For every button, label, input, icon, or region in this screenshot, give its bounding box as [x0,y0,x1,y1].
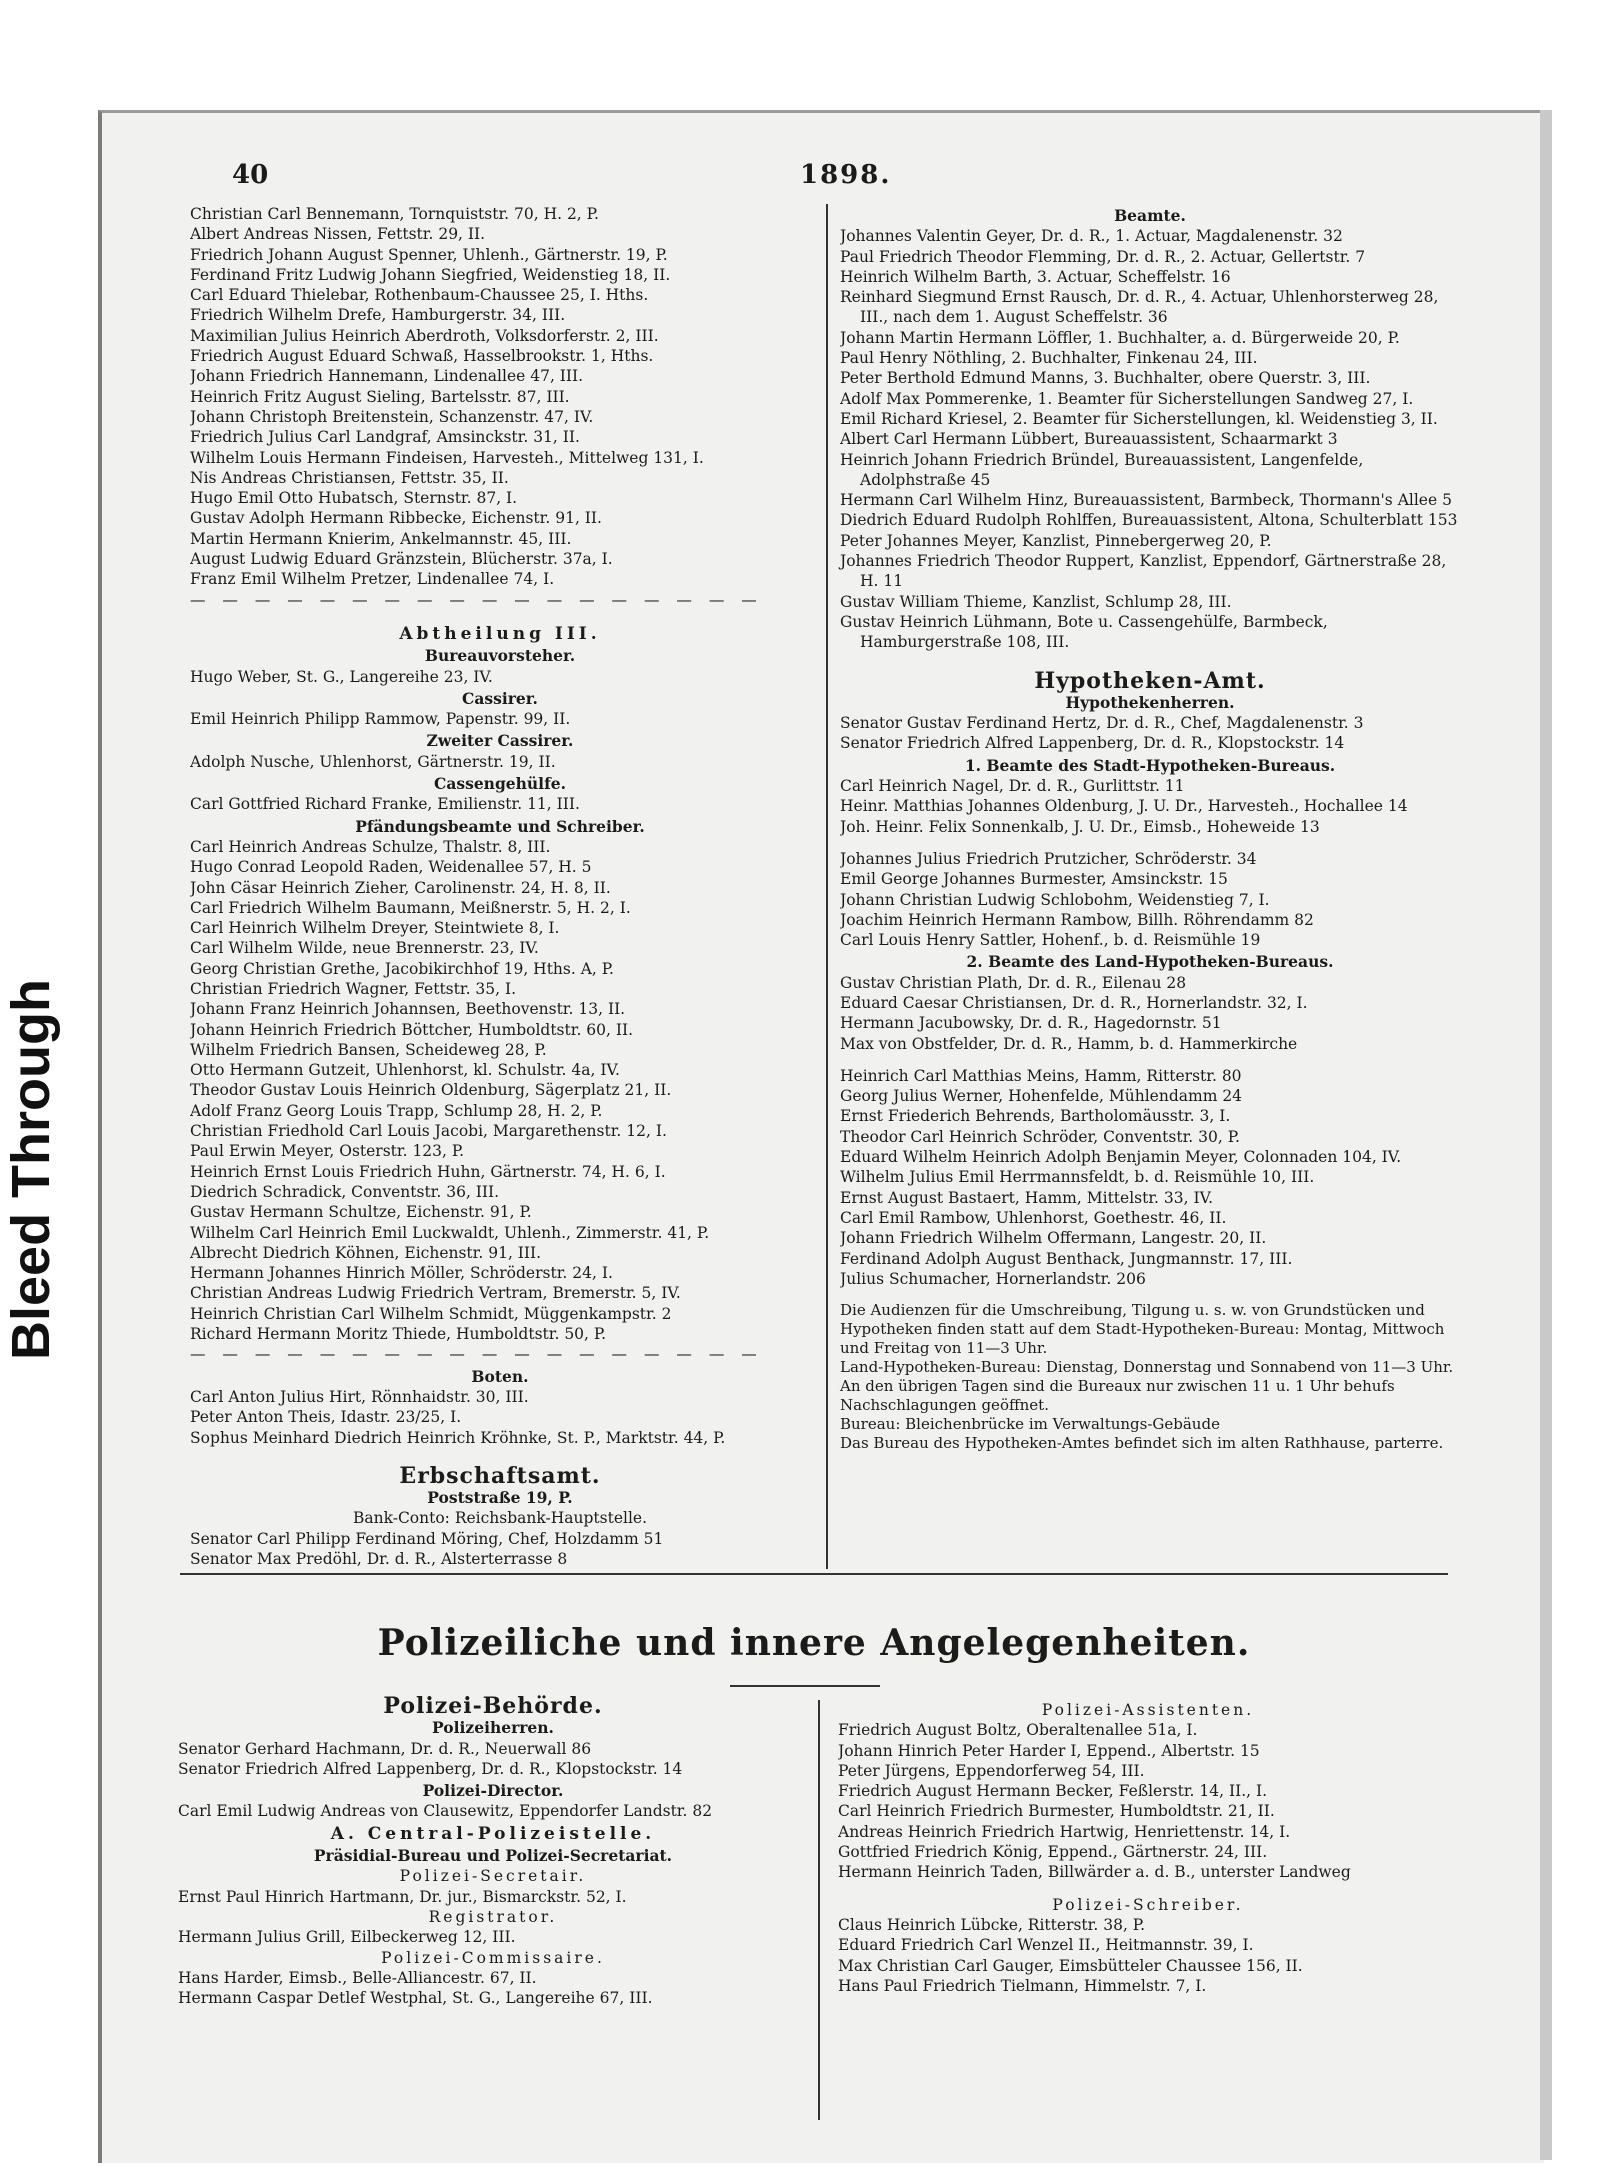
section-title: Erbschaftsamt. [399,1462,601,1489]
list-item: Franz Emil Wilhelm Pretzer, Lindenallee 74, I. [190,570,555,589]
section-title: Polizei-Behörde. [383,1693,603,1719]
list-item: Theodor Carl Heinrich Schröder, Conventstr. 30, P. [840,1127,1240,1146]
list-item: Carl Friedrich Wilhelm Baumann, Meißnerstr. 5, H. 2, I. [190,898,631,917]
list-item: Ernst August Bastaert, Hamm, Mittelstr. 33, IV. [840,1188,1214,1207]
list-item: Hermann Heinrich Taden, Billwärder a. d. B., unterster Landweg [838,1863,1351,1882]
list-item: Nis Andreas Christiansen, Fettstr. 35, II. [190,468,509,487]
list-item: Johann Heinrich Friedrich Böttcher, Humboldtstr. 60, II. [190,1020,634,1039]
list-item: Albert Carl Hermann Lübbert, Bureauassistent, Schaarmarkt 3 [840,430,1338,449]
list-item: Hermann Carl Wilhelm Hinz, Bureauassistent, Barmbeck, Thormann's Allee 5 [840,491,1452,510]
section-rule [180,1573,1448,1575]
list-item: Joh. Heinr. Felix Sonnenkalb, J. U. Dr., Eimsb., Hoheweide 13 [840,817,1320,836]
page-edge [1540,110,1552,2160]
list-item: Johann Christian Ludwig Schlobohm, Weidenstieg 7, I. [840,890,1270,909]
list-item: Reinhard Siegmund Ernst Rausch, Dr. d. R., 4. Actuar, Uhlenhorsterweg 28, III., nach dem 1. August Scheffelstr. 36 [840,288,1439,327]
list-item: Gustav Christian Plath, Dr. d. R., Eilenau 28 [840,973,1187,992]
list-item: August Ludwig Eduard Gränzstein, Blücherstr. 37a, I. [190,550,613,569]
subsection-heading: Boten. [471,1366,529,1386]
list-item: Friedrich Julius Carl Landgraf, Amsinckstr. 31, II. [190,428,580,447]
list-item: Friedrich August Eduard Schwaß, Hasselbrookstr. 1, Hths. [190,347,654,366]
list-item: Hermann Jacubowsky, Dr. d. R., Hagedornstr. 51 [840,1014,1222,1033]
list-item: Christian Andreas Ludwig Friedrich Vertram, Bremerstr. 5, IV. [190,1284,681,1303]
list-item: Carl Wilhelm Wilde, neue Brennerstr. 23, IV. [190,939,539,958]
list-item: Wilhelm Carl Heinrich Emil Luckwaldt, Uhlenh., Zimmerstr. 41, P. [190,1223,710,1242]
list-item: Gustav William Thieme, Kanzlist, Schlump 28, III. [840,592,1232,611]
list-item: Hermann Johannes Hinrich Möller, Schröderstr. 24, I. [190,1264,613,1283]
note-paragraph: Bureau: Bleichenbrücke im Verwaltungs-Gebäude [840,1415,1220,1434]
list-item: Peter Johannes Meyer, Kanzlist, Pinnebergerweg 20, P. [840,531,1272,550]
list-item: Carl Heinrich Wilhelm Dreyer, Steintwiete 8, I. [190,919,560,938]
list-item: Johannes Valentin Geyer, Dr. d. R., 1. Actuar, Magdalenenstr. 32 [840,227,1343,246]
list-item: Christian Carl Bennemann, Tornquiststr. 70, H. 2, P. [190,205,599,223]
address-line: Poststraße 19, P. [427,1488,573,1508]
list-item: Julius Schumacher, Hornerlandstr. 206 [840,1269,1146,1288]
list-item: Peter Berthold Edmund Manns, 3. Buchhalter, obere Querstr. 3, III. [840,369,1371,388]
subsection-heading: Polizei-Secretair. [399,1867,587,1886]
section-heading: Abtheilung III. [399,623,601,644]
subsection-heading: Beamte. [1114,206,1186,225]
subsection-heading: Polizei-Commissaire. [381,1948,605,1967]
list-item: Diedrich Eduard Rudolph Rohlffen, Bureauassistent, Altona, Schulterblatt 153 [840,511,1458,530]
list-item: Wilhelm Julius Emil Herrmannsfeldt, b. d. Reismühle 10, III. [840,1168,1315,1187]
list-item: Carl Heinrich Nagel, Dr. d. R., Gurlittstr. 11 [840,777,1185,796]
subsection-heading: Cassirer. [462,688,538,708]
list-item: Carl Heinrich Andreas Schulze, Thalstr. 8, III. [190,837,551,856]
list-item: John Cäsar Heinrich Zieher, Carolinenstr. 24, H. 8, II. [190,878,611,897]
subsection-heading: Hypothekenherren. [1065,692,1235,712]
list-item: Ferdinand Fritz Ludwig Johann Siegfried, Weidenstieg 18, II. [190,265,671,284]
subsection-heading: Polizei-Director. [422,1781,564,1801]
list-item: Peter Anton Theis, Idastr. 23/25, I. [190,1408,462,1427]
subsection-heading: Cassengehülfe. [433,774,566,794]
list-item: Eduard Friedrich Carl Wenzel II., Heitmannstr. 39, I. [838,1936,1254,1955]
list-item: Senator Friedrich Alfred Lappenberg, Dr. d. R., Klopstockstr. 14 [178,1759,683,1778]
list-item: Richard Hermann Moritz Thiede, Humboldtstr. 50, P. [190,1325,607,1344]
section-heading: A. Central-Polizeistelle. [330,1823,656,1844]
list-item: Carl Heinrich Friedrich Burmester, Humboldtstr. 21, II. [838,1802,1275,1821]
list-item: Otto Hermann Gutzeit, Uhlenhorst, kl. Schulstr. 4a, IV. [190,1061,620,1080]
list-item: Hugo Weber, St. G., Langereihe 23, IV. [190,667,493,686]
list-item: Maximilian Julius Heinrich Aberdroth, Volksdorferstr. 2, III. [190,326,659,345]
list-item: Paul Erwin Meyer, Osterstr. 123, P. [190,1142,465,1161]
list-item: Johannes Julius Friedrich Prutzicher, Schröderstr. 34 [840,849,1257,868]
list-item: Ernst Paul Hinrich Hartmann, Dr. jur., Bismarckstr. 52, I. [178,1887,627,1906]
list-item: Georg Christian Grethe, Jacobikirchhof 19, Hths. A, P. [190,959,614,978]
subsection-heading: 1. Beamte des Stadt-Hypotheken-Bureaus. [964,755,1336,775]
list-item: Paul Henry Nöthling, 2. Buchhalter, Finkenau 24, III. [840,349,1258,368]
list-item: Hermann Julius Grill, Eilbeckerweg 12, III. [178,1928,516,1947]
list-item: Heinrich Johann Friedrich Bründel, Bureauassistent, Langenfelde, Adolphstraße 45 [840,450,1364,489]
list-item: Theodor Gustav Louis Heinrich Oldenburg, Sägerplatz 21, II. [190,1081,672,1100]
list-item: Ferdinand Adolph August Benthack, Jungmannstr. 17, III. [840,1249,1293,1268]
list-item: Friedrich Wilhelm Drefe, Hamburgerstr. 34, III. [190,306,566,325]
list-item: Martin Hermann Knierim, Ankelmannstr. 45, III. [190,529,572,548]
list-item: Gustav Heinrich Lühmann, Bote u. Cassengehülfe, Barmbeck, Hamburgerstraße 108, III. [840,612,1328,652]
page-number: 40 [232,160,269,190]
list-item: Heinrich Carl Matthias Meins, Hamm, Ritterstr. 80 [840,1066,1242,1085]
page-year: 1898. [800,160,892,190]
list-item: Carl Anton Julius Hirt, Rönnhaidstr. 30, III. [190,1387,529,1406]
left-column [190,204,810,1569]
list-item: Johann Christoph Breitenstein, Schanzenstr. 47, IV. [190,407,594,426]
list-item: Ernst Friederich Behrends, Bartholomäusstr. 3, I. [840,1107,1231,1126]
subsection-heading: Präsidial-Bureau und Polizei-Secretariat. [313,1846,673,1866]
section-title: Hypotheken-Amt. [1034,667,1266,694]
list-item: Sophus Meinhard Diedrich Heinrich Kröhnke, St. P., Marktstr. 44, P. [190,1428,726,1447]
column-divider [818,1700,820,2120]
title-rule [730,1685,880,1687]
list-item: Paul Friedrich Theodor Flemming, Dr. d. R., 2. Actuar, Gellertstr. 7 [840,247,1366,266]
list-item: Hugo Conrad Leopold Raden, Weidenallee 57, H. 5 [190,858,592,877]
note-paragraph: Land-Hypotheken-Bureau: Dienstag, Donnerstag und Sonnabend von 11—3 Uhr. [840,1358,1454,1377]
subsection-heading: Polizei-Schreiber. [1052,1895,1244,1914]
list-item: Gustav Adolph Hermann Ribbecke, Eichenstr. 91, II. [190,509,602,528]
list-item: Johann Friedrich Hannemann, Lindenallee 47, III. [190,367,584,386]
bleed-through-label: Bleed Through [1,979,61,1360]
subsection-heading: Zweiter Cassirer. [426,731,574,751]
list-item: Emil Richard Kriesel, 2. Beamter für Sicherstellungen, kl. Weidenstieg 3, II. [840,409,1438,428]
list-item: Hugo Emil Otto Hubatsch, Sternstr. 87, I. [190,489,518,508]
page-title: Polizeiliche und innere Angelegenheiten. [377,1622,1251,1664]
list-item: Eduard Caesar Christiansen, Dr. d. R., Hornerlandstr. 32, I. [840,993,1308,1012]
subsection-heading: Polizeiherren. [432,1718,554,1738]
list-item: Friedrich August Boltz, Oberaltenallee 51a, I. [838,1721,1198,1740]
list-item: Georg Julius Werner, Hohenfelde, Mühlendamm 24 [840,1087,1243,1106]
subsection-heading: Pfändungsbeamte und Schreiber. [355,816,645,836]
subsection-heading: 2. Beamte des Land-Hypotheken-Bureaus. [966,952,1334,972]
list-item: Johannes Friedrich Theodor Ruppert, Kanzlist, Eppendorf, Gärtnerstraße 28, H. 11 [840,552,1447,591]
note-paragraph: Die Audienzen für die Umschreibung, Tilgung u. s. w. von Grundstücken und Hypotheken finden statt auf dem Stadt-Hypotheken-Bureau: Montag, Mittwoch und Freitag von 11—3 Uhr. [840,1301,1445,1358]
list-item: Heinrich Christian Carl Wilhelm Schmidt, Müggenkampstr. 2 [190,1304,672,1323]
column-divider [826,204,828,1569]
list-item: Friedrich August Hermann Becker, Feßlerstr. 14, II., I. [838,1782,1268,1801]
list-item: Max von Obstfelder, Dr. d. R., Hamm, b. d. Hammerkirche [840,1034,1298,1053]
list-item: Peter Jürgens, Eppendorferweg 54, III. [838,1761,1145,1780]
list-item: Adolf Max Pommerenke, 1. Beamter für Sicherstellungen Sandweg 27, I. [840,389,1414,408]
list-item: Eduard Wilhelm Heinrich Adolph Benjamin Meyer, Colonnaden 104, IV. [840,1148,1402,1167]
subsection-heading: Registrator. [428,1907,558,1926]
subsection-heading: Bureauvorsteher. [424,646,576,666]
list-item: Emil Heinrich Philipp Rammow, Papenstr. 99, II. [190,710,571,729]
subsection-heading: Polizei-Assistenten. [1041,1701,1255,1719]
list-item: Christian Friedhold Carl Louis Jacobi, Margarethenstr. 12, I. [190,1122,667,1141]
right-column [840,204,1460,1453]
list-item: Hermann Caspar Detlef Westphal, St. G., Langereihe 67, III. [178,1989,653,2008]
list-item: Senator Gerhard Hachmann, Dr. d. R., Neuerwall 86 [178,1739,592,1758]
list-item: Christian Friedrich Wagner, Fettstr. 35, I. [190,979,517,998]
list-item: Heinrich Wilhelm Barth, 3. Actuar, Scheffelstr. 16 [840,267,1231,286]
list-item: Diedrich Schradick, Conventstr. 36, III. [190,1182,500,1201]
note-paragraph: Das Bureau des Hypotheken-Amtes befindet sich im alten Rathhause, parterre. [840,1434,1444,1453]
list-item: Joachim Heinrich Hermann Rambow, Billh. Röhrendamm 82 [840,910,1314,929]
note-paragraph: An den übrigen Tagen sind die Bureaux nur zwischen 11 u. 1 Uhr behufs Nachschlagungen geöffnet. [840,1377,1395,1415]
list-item: Max Christian Carl Gauger, Eimsbütteler Chaussee 156, II. [838,1956,1303,1975]
list-item: Friedrich Johann August Spenner, Uhlenh., Gärtnerstr. 19, P. [190,245,668,264]
list-item: Heinrich Fritz August Sieling, Bartelsstr. 87, III. [190,387,570,406]
police-left-column [178,1693,808,2008]
list-item: Carl Emil Rambow, Uhlenhorst, Goethestr. 46, II. [840,1208,1227,1227]
list-item: Senator Max Predöhl, Dr. d. R., Alsterterrasse 8 [190,1550,568,1568]
dash-separator: — — — — — — — — — — — — — — — — — — [190,590,763,609]
bank-line: Bank-Conto: Reichsbank-Hauptstelle. [352,1509,648,1528]
list-item: Albert Andreas Nissen, Fettstr. 29, II. [190,225,486,244]
list-item: Adolf Franz Georg Louis Trapp, Schlump 28, H. 2, P. [190,1101,603,1120]
list-item: Johann Hinrich Peter Harder I, Eppend., Albertstr. 15 [838,1741,1260,1760]
list-item: Adolph Nusche, Uhlenhorst, Gärtnerstr. 19, II. [190,752,556,771]
list-item: Andreas Heinrich Friedrich Hartwig, Henriettenstr. 14, I. [838,1822,1291,1841]
list-item: Carl Emil Ludwig Andreas von Clausewitz, Eppendorfer Landstr. 82 [178,1802,713,1821]
list-item: Emil George Johannes Burmester, Amsinckstr. 15 [840,870,1228,889]
list-item: Hans Harder, Eimsb., Belle-Alliancestr. 67, II. [178,1968,537,1987]
list-item: Johann Franz Heinrich Johannsen, Beethovenstr. 13, II. [190,1000,626,1019]
list-item: Wilhelm Friedrich Bansen, Scheideweg 28, P. [190,1040,547,1059]
list-item: Heinr. Matthias Johannes Oldenburg, J. U. Dr., Harvesteh., Hochallee 14 [840,797,1408,816]
list-item: Johann Martin Hermann Löffler, 1. Buchhalter, a. d. Bürgerweide 20, P. [840,328,1400,347]
list-item: Heinrich Ernst Louis Friedrich Huhn, Gärtnerstr. 74, H. 6, I. [190,1162,666,1181]
list-item: Carl Louis Henry Sattler, Hohenf., b. d. Reismühle 19 [840,931,1261,950]
dash-separator: — — — — — — — — — — — — — — — — — — [190,1345,763,1364]
list-item: Senator Carl Philipp Ferdinand Möring, Chef, Holzdamm 51 [190,1529,664,1548]
list-item: Senator Friedrich Alfred Lappenberg, Dr. d. R., Klopstockstr. 14 [840,734,1345,753]
list-item: Hans Paul Friedrich Tielmann, Himmelstr. 7, I. [838,1976,1207,1995]
list-item: Carl Eduard Thielebar, Rothenbaum-Chaussee 25, I. Hths. [190,286,649,305]
list-item: Gottfried Friedrich König, Eppend., Gärtnerstr. 24, III. [838,1843,1268,1862]
police-right-column [838,1700,1458,1996]
list-item: Johann Friedrich Wilhelm Offermann, Langestr. 20, II. [840,1229,1267,1248]
list-item: Carl Gottfried Richard Franke, Emilienstr. 11, III. [190,795,580,814]
list-item: Albrecht Diedrich Köhnen, Eichenstr. 91, III. [190,1243,542,1262]
list-item: Claus Heinrich Lübcke, Ritterstr. 38, P. [838,1915,1146,1934]
list-item: Senator Gustav Ferdinand Hertz, Dr. d. R., Chef, Magdalenenstr. 3 [840,714,1364,733]
list-item: Gustav Hermann Schultze, Eichenstr. 91, P. [190,1203,532,1222]
list-item: Wilhelm Louis Hermann Findeisen, Harvesteh., Mittelweg 131, I. [190,448,704,467]
